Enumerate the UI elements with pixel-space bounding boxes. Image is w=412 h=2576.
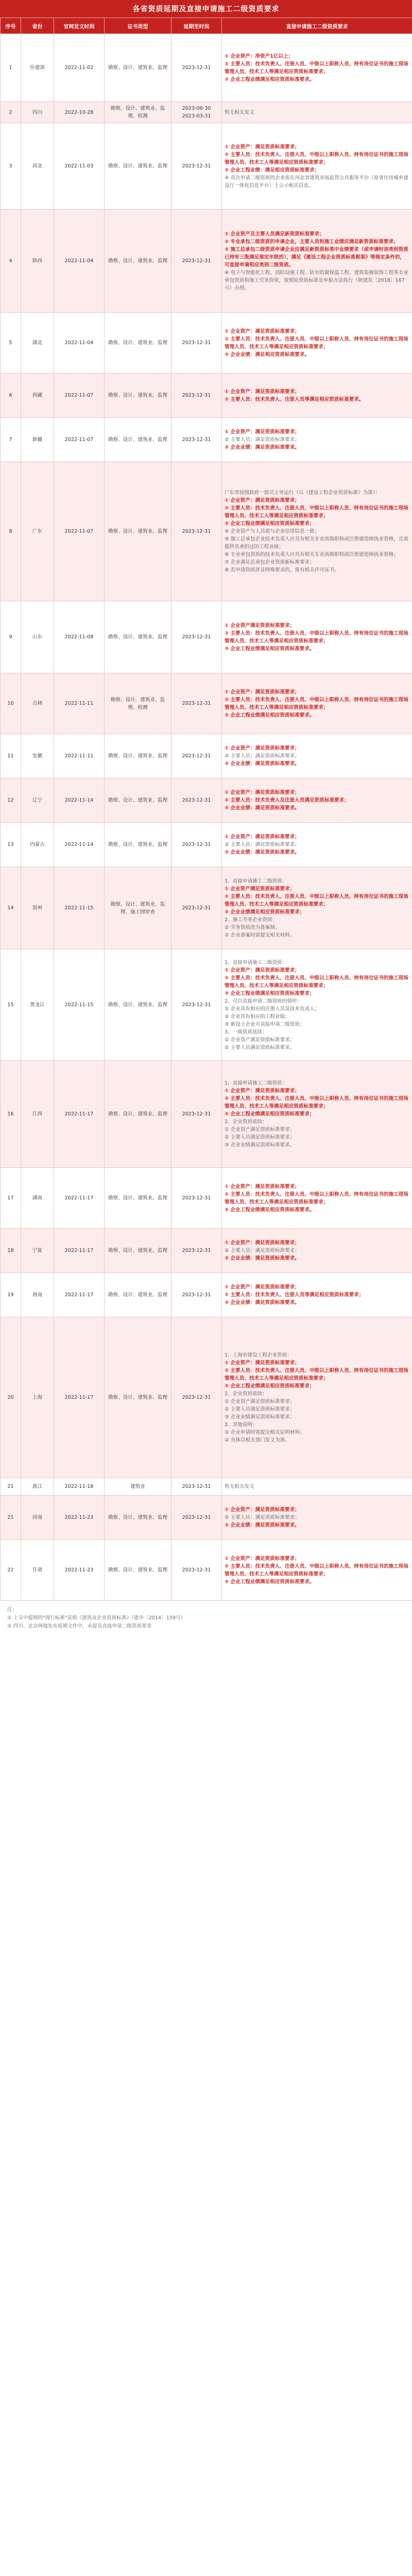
requirement-line: 2、可以直接申请二级资质的情形： [225,998,302,1004]
cert-cell: 勘察、设计、建筑业、监理 [105,1540,171,1601]
cert-cell: 勘察、设计、建筑业、监理 [105,313,171,374]
requirements-cell [222,823,412,867]
table-row [1,313,412,374]
date-cell: 2022-11-11 [54,673,105,734]
requirements-cell [222,867,412,950]
table-row [1,734,412,778]
until-cell: 2023-12-31 [171,313,222,374]
cert-cell: 勘察、设计、建筑业、监理、施工图审查 [105,867,171,950]
until-cell: 2023-12-31 [171,210,222,313]
col-header-province: 省份 [21,18,54,34]
cert-cell: 建筑业 [105,1478,171,1496]
date-cell: 2022-11-17 [54,1061,105,1168]
table-row [1,1317,412,1478]
requirement-line: ③ 企业工程业绩满足相应资质标准要求。 [225,76,315,82]
cert-cell: 勘察、设计、建筑业、监理 [105,34,171,102]
requirement-line: ③ 企业业绩：满足资质标准要求。 [225,445,300,450]
requirement-line: ② 主要人员：技术负责人、注册人员、中级以上职称人员、持有岗位证书的施工现场管理人员、技术工人等满足相应资质标准要求； [225,1191,408,1205]
requirement-line: ① 企业资产满足资质标准要求； [225,1398,295,1404]
no-cell: 10 [1,673,21,734]
until-cell: 2023-12-31 [171,673,222,734]
requirement-line: ③ 企业业绩满足资质标准要求。 [225,1142,295,1148]
requirement-line: ⑥ 专业承包资质的技术负责人应具有相关专业高级职称或注册建造师执业资格； [225,552,399,557]
requirement-line: ② 主要人员：技术负责人、注册人员、中级以上职称人员、持有岗位证书的施工现场管理人员、技术工人等满足相应资质标准要求； [225,697,408,710]
no-cell: 14 [1,867,21,950]
requirement-line: ② 主要人员：技术负责人、注册人员、中级以上职称人员、持有岗位证书的施工现场管理人员、技术工人等满足相应资质标准要求； [225,1096,408,1109]
requirement-line: ③ 企业业绩：满足资质标准要求。 [225,761,300,767]
table-row [1,102,412,123]
table-row [1,1168,412,1229]
province-cell: 陕西 [21,210,54,313]
date-cell: 2022-11-07 [54,418,105,462]
date-cell: 2022-11-11 [54,734,105,778]
date-cell: 2022-11-23 [54,1540,105,1601]
requirements-cell [222,1168,412,1229]
cert-cell: 勘察、设计、建筑业、监理 [105,418,171,462]
requirement-line: ① 企业资产：满足资质标准要求； [225,1284,300,1290]
no-cell: 18 [1,1229,21,1273]
requirement-line: ② 主要人员：技术负责人、注册人员、中级以上职称人员、持有岗位证书的施工现场管理人员、技术工人等满足相应资质标准要求； [225,893,408,907]
cert-cell: 勘察、设计、建筑业、监理 [105,778,171,823]
requirement-line: ③ 企业工程业绩满足相应资质标准要求； [225,990,315,996]
until-cell: 2023-12-31 [171,778,222,823]
until-cell: 2023-12-31 [171,950,222,1061]
requirement-line: ① 企业资产：满足资质标准要求； [225,498,300,503]
requirement-line: ② 主要人员：技术负责人、注册人员、中级以上职称人员、持有岗位证书的施工现场管理人员、技术工人等满足相应资质标准要求； [225,1367,408,1381]
requirement-line: ③ 企业业绩：满足相应资质标准要求。 [225,351,310,358]
date-cell: 2022-11-03 [54,123,105,210]
requirements-cell [222,123,412,210]
requirement-line: ② 企业具有相应的工程业绩； [225,1013,290,1020]
province-cell: 广东 [21,462,54,601]
requirement-line: ① 企业资产：满足资质标准要求； [225,388,300,395]
requirement-line: ④ 企业资产与人员需与企业信用信息一致； [225,529,320,534]
requirement-line: ⑧ 若申请资质涉及特殊要求的，需有相关许可证书。 [225,567,339,573]
cert-cell: 勘察、设计、建筑业、监理 [105,210,171,313]
requirement-line: ③ 企业工程业绩满足相应资质标准要求。 [225,646,315,652]
requirement-line: ① 劳务资质改为备案制； [225,924,280,930]
until-cell: 2023-12-31 [171,1478,222,1496]
col-header-no: 序号 [1,18,21,34]
table-row [1,1478,412,1496]
cert-cell: 勘察、设计、建筑业、监理 [105,1168,171,1229]
cert-cell: 勘察、设计、建筑业、监理 [105,1061,171,1168]
province-cell: 山东 [21,601,54,673]
requirement-line: ② 企业备案时需提交相关材料。 [225,932,295,938]
table-row [1,950,412,1061]
province-cell: 吉林 [21,673,54,734]
until-cell: 2023-12-31 [171,1496,222,1540]
requirement-line: ② 主要人员：技术负责人及注册人员满足资质标准要求； [225,798,349,803]
requirement-line: ① 企业资产：满足资质标准要求； [225,745,300,751]
requirement-line: ② 主要人员：满足资质标准要求； [225,437,300,443]
requirement-line: ② 主要人员：满足资质标准要求； [225,1515,300,1520]
requirement-line: ② 主要人员：技术负责人、注册人员、中级以上职称人员、持有岗位证书的施工现场管理人员、技术工人等满足相应资质标准要求； [225,336,408,350]
until-cell: 2023-12-31 [171,1540,222,1601]
date-cell: 2022-11-17 [54,1273,105,1317]
requirement-line: 1、上海市建设工程企业资质： [225,1352,292,1358]
table-row [1,418,412,462]
requirement-line: 2、企业资质延续： [225,1391,267,1397]
date-cell: 2022-11-07 [54,462,105,601]
table-row [1,123,412,210]
requirement-line: ① 企业资产满足资质标准要求； [225,1127,295,1132]
requirements-cell [222,34,412,102]
requirement-line: 1、直接申请施工二级资质： [225,878,287,884]
requirement-line: ① 企业资产：满足资质标准要求； [225,1507,300,1513]
no-cell: 22 [1,1540,21,1601]
requirements-cell [222,462,412,601]
requirement-line: ③ 企业工程业绩满足相应资质标准要求。 [225,1579,315,1585]
no-cell: 3 [1,123,21,210]
requirement-line: ② 主要人员：技术负责人、注册人员等满足相应资质标准要求； [225,1292,364,1298]
cert-cell: 勘察、设计、建筑业、监理 [105,1317,171,1478]
date-cell: 2022-11-18 [54,1478,105,1496]
requirement-line: ① 企业资产：满足资质标准要求； [225,1360,300,1366]
table-row [1,778,412,823]
footnote-line: ② 四川、北京两地发布延期文件中，未提及直接申请二级资质要求 [7,1623,152,1629]
requirements-cell [222,778,412,823]
requirement-line: ② 专业承包二级资质的申请企业，主要人员和施工业绩应满足新资质标准要求； [225,239,399,245]
requirement-line: 暂无相关发文 [225,109,254,115]
requirement-line: ② 主要人员：满足资质标准要求； [225,842,300,848]
requirement-line: ① 企业资产：满足资质标准要求； [225,1183,300,1190]
until-cell: 2023-12-31 [171,867,222,950]
no-cell: 6 [1,374,21,418]
requirement-line: ① 企业申请时需提交相关证明材料； [225,1429,305,1435]
requirement-line: ① 企业资产：满足资质标准要求； [225,689,300,695]
no-cell: 7 [1,418,21,462]
footnote-line: ① 上文中提到的"现行标准"是指《建筑业企业资质标准》（建市〔2014〕159号） [7,1615,186,1621]
until-cell: 2023-06-30 2023-03-31 [171,102,222,123]
col-header-cert: 证书类型 [105,18,171,34]
province-cell: 江西 [21,1061,54,1168]
table-row [1,867,412,950]
requirement-line: ② 主要人员：满足资质标准要求； [225,1248,300,1253]
requirement-line: ① 企业资产：满足资质标准要求； [225,1555,300,1562]
requirement-line: ② 主要人员：满足资质标准要求； [225,753,300,759]
requirement-line: ④ 电子与智能化工程、消防设施工程、防水防腐保温工程、建筑装修装饰工程等专业承包资质和施工劳务资质，按照原资质标准及申报办法执行（陕建发〔2018〕167号）办理。 [225,269,409,291]
requirement-line: ② 主要人员满足资质标准要求； [225,1134,295,1140]
cert-cell: 勘察、设计、建筑业、监理 [105,1273,171,1317]
table-row [1,601,412,673]
province-cell: 住建部 [21,34,54,102]
province-cell: 黑龙江 [21,950,54,1061]
province-cell: 湖南 [21,1168,54,1229]
requirement-line: ⑦ 企业满足总承包企业资质新标准要求； [225,560,315,565]
footnotes [0,1601,412,1636]
requirement-line: ① 企业资产：满足资质标准要求； [225,834,300,840]
table-row [1,1061,412,1168]
province-cell: 宁夏 [21,1229,54,1273]
date-cell: 2022-10-28 [54,102,105,123]
requirements-cell [222,950,412,1061]
requirement-line: ① 企业资产：满足资质标准要求； [225,1088,300,1094]
requirements-cell [222,313,412,374]
requirement-line: ① 企业资产及主要人员满足新资质标准要求； [225,231,324,237]
requirement-line: ③ 企业工程业绩满足相应资质标准要求； [225,1383,315,1389]
date-cell: 2022-11-23 [54,1496,105,1540]
cert-cell: 勘察、设计、建筑业、监理 [105,1496,171,1540]
province-cell: 西藏 [21,374,54,418]
cert-cell: 勘察、设计、建筑业、监理 [105,123,171,210]
until-cell: 2023-12-31 [171,1229,222,1273]
requirements-cell [222,601,412,673]
table-row [1,1540,412,1601]
requirements-cell [222,418,412,462]
no-cell: 5 [1,313,21,374]
requirement-line: ① 企业资产：满足资质标准要求； [225,1240,300,1246]
requirement-line: ③ 企业业绩：满足资质标准要求。 [225,805,300,811]
requirements-cell [222,1229,412,1273]
date-cell: 2022-11-08 [54,601,105,673]
no-cell: 21 [1,1496,21,1540]
no-cell: 2 [1,102,21,123]
col-header-date: 官网发文时间 [54,18,105,34]
province-cell: 河北 [21,123,54,210]
no-cell: 19 [1,1273,21,1317]
no-cell: 17 [1,1168,21,1229]
date-cell: 2022-11-02 [54,34,105,102]
province-cell: 浙江 [21,1478,54,1496]
requirement-line: ③ 企业工程业绩满足相应资质标准要求。 [225,712,315,718]
requirement-line: ③ 企业业绩：满足资质标准要求。 [225,1522,300,1528]
until-cell: 2023-12-31 [171,418,222,462]
table-row [1,1496,412,1540]
requirements-cell [222,734,412,778]
requirement-line: ② 主要人员：技术负责人、注册人员、中级以上职称人员、持有岗位证书的施工现场管理人员、技术工人等满足相应资质标准要求； [225,975,408,989]
page-title: 各省资质延期及直接申请施工二级资质要求 [0,0,412,18]
table-row [1,1273,412,1317]
date-cell: 2022-11-14 [54,823,105,867]
cert-cell: 勘察、设计、建筑业、监理 [105,374,171,418]
requirements-cell [222,1540,412,1601]
cert-cell: 勘察、设计、建筑业、监理、检测 [105,673,171,734]
no-cell: 16 [1,1061,21,1168]
no-cell: 15 [1,950,21,1061]
requirement-line: ② 主要人员：技术负责人、注册人员、中级以上职称人员、持有岗位证书的施工现场管理人员、技术工人等满足相应资质标准要求； [225,151,408,165]
requirement-line: ③ 企业业绩满足资质标准要求； [225,1414,295,1420]
no-cell: 9 [1,601,21,673]
until-cell: 2023-12-31 [171,823,222,867]
table-row [1,210,412,313]
date-cell: 2022-11-17 [54,1229,105,1273]
qualification-table [0,18,412,1601]
requirement-line: ② 主要人员满足资质标准要求。 [225,1044,295,1050]
no-cell: 11 [1,734,21,778]
requirement-line: ① 企业资产：满足资质标准要求； [225,144,300,150]
cert-cell: 勘察、设计、建筑业、监理 [105,1229,171,1273]
until-cell: 2023-12-31 [171,462,222,601]
no-cell: 4 [1,210,21,313]
date-cell: 2022-11-15 [54,867,105,950]
province-cell: 海南 [21,1273,54,1317]
requirements-cell [222,374,412,418]
requirement-line: 3、一级资质延续： [225,1029,267,1035]
requirement-line: ① 企业资产满足资质标准要求； [225,622,295,629]
province-cell: 河南 [21,1496,54,1540]
col-header-requirements: 直接申请施工二级资质要求 [222,18,412,34]
until-cell: 2023-12-31 [171,601,222,673]
province-cell: 内蒙古 [21,823,54,867]
until-cell: 2023-12-31 [171,734,222,778]
requirements-cell [222,673,412,734]
requirement-line: 2、企业资质延续： [225,1119,267,1125]
requirements-cell [222,210,412,313]
no-cell: 8 [1,462,21,601]
until-cell: 2023-12-31 [171,374,222,418]
cert-cell: 勘察、设计、建筑业、监理 [105,462,171,601]
table-header-row [1,18,412,34]
date-cell: 2022-11-14 [54,778,105,823]
requirements-cell [222,102,412,123]
requirement-line: ③ 企业工程业绩满足相应资质标准要求； [225,1111,315,1117]
requirements-cell [222,1496,412,1540]
no-cell: 21 [1,1478,21,1496]
requirement-line: ① 企业资产：满足资质标准要求； [225,429,300,435]
requirement-line: ③ 企业工程业绩满足相应资质标准要求。 [225,1207,315,1213]
until-cell: 2023-12-31 [171,123,222,210]
requirement-line: 1、直接申请施工二级资质： [225,959,287,965]
until-cell: 2023-12-31 [171,34,222,102]
requirement-line: ③ 企业工程业绩满足相应资质标准要求； [225,521,315,527]
footnote-line: 注： [7,1607,18,1613]
requirement-line: ④ 首次申请二级资质的企业需在河北省建筑市场监管公共服务平台（原省住房城乡建设厅一体化信息平台）上公示相关信息。 [225,175,409,189]
requirement-line: ③ 企业业绩：满足资质标准要求。 [225,1256,300,1261]
no-cell: 20 [1,1317,21,1478]
table-row [1,1229,412,1273]
requirement-line: 3、其他说明： [225,1421,258,1428]
cert-cell: 勘察、设计、建筑业、监理 [105,823,171,867]
date-cell: 2022-11-17 [54,1168,105,1229]
date-cell: 2022-11-15 [54,950,105,1061]
requirement-line: ② 主要人员：技术负责人、注册人员等满足相应资质标准要求。 [225,396,364,402]
until-cell: 2023-12-31 [171,1317,222,1478]
until-cell: 2023-12-31 [171,1168,222,1229]
cert-cell: 勘察、设计、建筑业、监理 [105,601,171,673]
date-cell: 2022-11-04 [54,210,105,313]
requirement-line: ③ 新设立企业可直接申请二级资质； [225,1021,305,1027]
requirements-cell [222,1273,412,1317]
requirement-line: 暂无相关发文 [225,1484,254,1489]
cert-cell: 勘察、设计、建筑业、监理 [105,950,171,1061]
requirements-cell [222,1061,412,1168]
requirement-line: ① 企业资产：满足资质标准要求； [225,790,300,795]
requirement-line: 2、施工劳务企业资质： [225,917,278,923]
until-cell: 2023-12-31 [171,1061,222,1168]
province-cell: 上海 [21,1317,54,1478]
requirement-line: ⑤ 施工总承包企业技术负责人应具有相关专业高级职称或注册建造师执业资格，且需提供其承担过的工程业绩； [225,536,409,550]
requirement-line: ② 具体以相关部门发文为准。 [225,1437,290,1443]
requirement-line: ② 主要人员满足资质标准要求； [225,1406,295,1412]
cert-cell: 勘察、设计、建筑业、监理 [105,734,171,778]
no-cell: 12 [1,778,21,823]
date-cell: 2022-11-07 [54,374,105,418]
province-cell: 甘肃 [21,1540,54,1601]
requirement-line: ① 企业资产：满足资质标准要求； [225,967,300,973]
table-row [1,34,412,102]
requirement-line: ① 企业具有相应的注册人员及技术负责人； [225,1006,320,1012]
requirements-cell [222,1317,412,1478]
table-row [1,462,412,601]
requirement-line: ③ 施工总承包二级资质申请企业应满足新资质标准中业绩要求（或申请时该类别资质已持有三级满足规定年限的），满足《建设工程企业资质标准框架》等规定条件的，可直接申请相应类别二级资质。 [225,246,408,268]
cert-cell: 勘察、设计、建筑业、监理、检测 [105,102,171,123]
requirement-line: ① 企业资产：满足资质标准要求； [225,328,300,334]
requirement-line: 广东省按照政府一窗式主导运行（以《建设工程企业资质标准》为准）： [225,490,381,496]
col-header-until: 延期至时间 [171,18,222,34]
requirement-line: ③ 企业工程业绩：满足相应资质标准要求； [225,167,320,173]
requirement-line: ① 企业资产满足资质标准要求； [225,1037,295,1043]
until-cell: 2023-12-31 [171,1273,222,1317]
no-cell: 13 [1,823,21,867]
table-row [1,823,412,867]
province-cell: 湖北 [21,313,54,374]
requirement-line: ② 主要人员：技术负责人、注册人员、中级以上职称人员、持有岗位证书的施工现场管理人员、技术工人等满足相应资质标准要求； [225,630,408,644]
no-cell: 1 [1,34,21,102]
date-cell: 2022-11-17 [54,1317,105,1478]
table-row [1,673,412,734]
requirement-line: ③ 企业业绩：满足资质标准要求。 [225,1300,300,1306]
province-cell: 新疆 [21,418,54,462]
requirement-line: ② 主要人员：技术负责人、注册人员、中级以上职称人员、持有岗位证书的施工现场管理人员、技术工人等满足相应资质标准要求； [225,61,408,75]
requirement-line: ② 主要人员：技术负责人、注册人员、中级以上职称人员、持有岗位证书的施工现场管理人员、技术工人等满足相应资质标准要求； [225,1563,408,1577]
requirement-line: ③ 企业业绩满足相应资质标准要求； [225,909,305,915]
requirements-cell [222,1478,412,1496]
province-cell: 安徽 [21,734,54,778]
province-cell: 四川 [21,102,54,123]
province-cell: 辽宁 [21,778,54,823]
requirement-line: ③ 企业业绩：满足资质标准要求。 [225,850,300,855]
date-cell: 2022-11-04 [54,313,105,374]
requirement-line: 1、直接申请施工二级资质： [225,1080,287,1086]
table-row [1,374,412,418]
requirement-line: ① 企业资产：净资产1亿以上； [225,53,294,59]
requirement-line: ② 主要人员：技术负责人、注册人员、中级以上职称人员、持有岗位证书的施工现场管理人员、技术工人等满足相应资质标准要求； [225,505,408,519]
requirement-line: ① 企业资产满足资质标准要求； [225,886,295,892]
province-cell: 贵州 [21,867,54,950]
